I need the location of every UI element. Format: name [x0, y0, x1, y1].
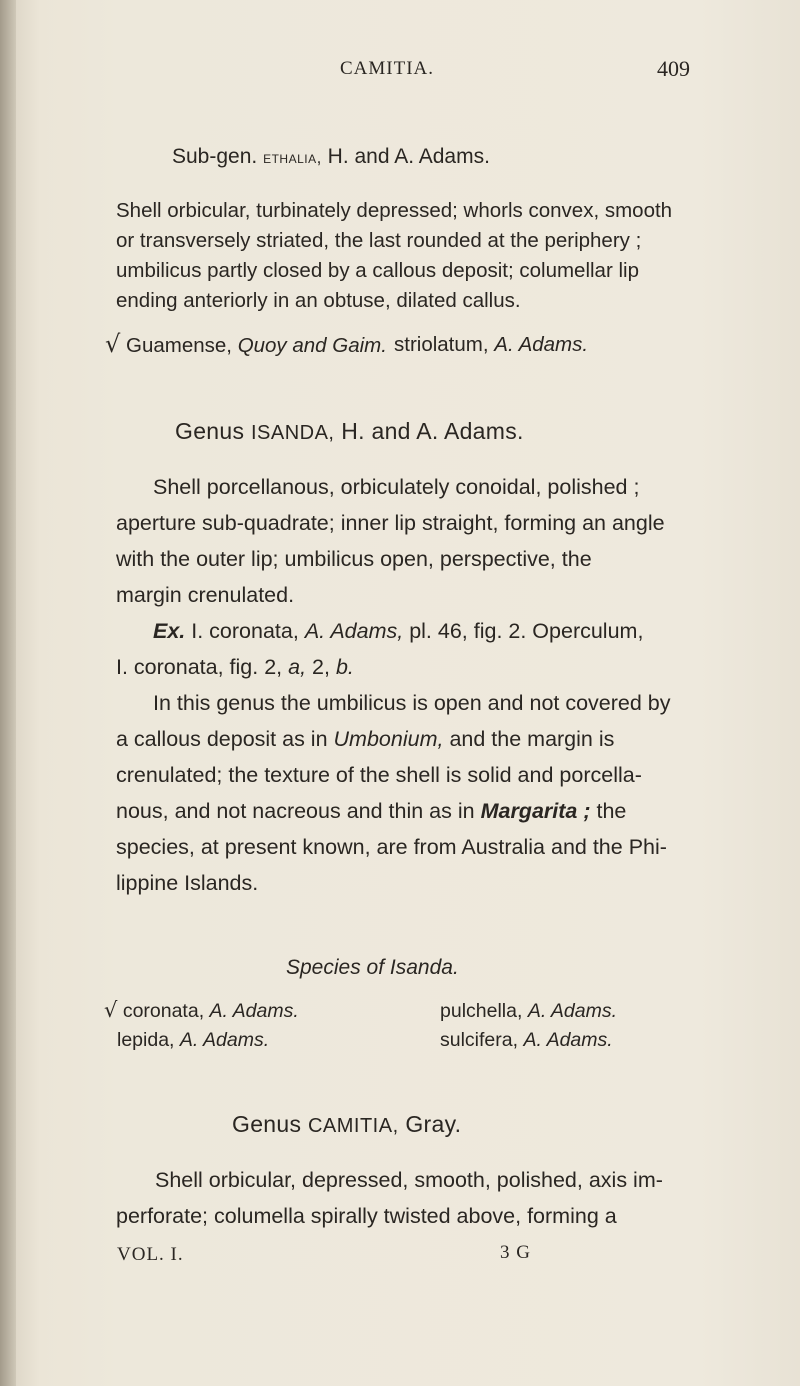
example-text: 2,	[312, 655, 330, 679]
isanda-remark-line: lippine Islands.	[116, 871, 259, 895]
ethalia-desc-line: or transversely striated, the last rounded at the periphery ;	[116, 229, 642, 252]
example-authority: A. Adams,	[304, 619, 404, 643]
camitia-desc-line: perforate; columella spirally twisted above, forming a	[116, 1204, 617, 1228]
example-text: I. coronata,	[191, 619, 299, 643]
genus-prefix: Genus	[175, 418, 245, 444]
isanda-remark-line: species, at present known, are from Australia and the Phi-	[116, 835, 667, 859]
isanda-authority: H. and A. Adams.	[341, 418, 524, 444]
remark-text: and the margin is	[449, 727, 615, 751]
remark-text: the	[596, 799, 627, 823]
camitia-name: CAMITIA,	[307, 1115, 399, 1137]
camitia-desc-line: Shell orbicular, depressed, smooth, polished, axis im-	[155, 1168, 663, 1192]
example-text: pl. 46, fig. 2. Operculum,	[409, 619, 644, 643]
running-header-title: CAMITIA.	[340, 58, 435, 79]
footer-signature: 3 G	[500, 1242, 531, 1263]
isanda-remark-line: crenulated; the texture of the shell is solid and porcella-	[116, 763, 642, 787]
isanda-remark-line	[116, 799, 626, 824]
isanda-desc-line: with the outer lip; umbilicus open, perspective, the	[116, 547, 592, 571]
species-authority: A. Adams.	[523, 1029, 613, 1051]
species-authority: A. Adams.	[494, 333, 589, 356]
remark-genus-ref: Umbonium,	[333, 727, 444, 751]
species-authority: A. Adams.	[527, 1000, 618, 1022]
example-fig-letter: a,	[288, 655, 307, 679]
check-mark-icon: √	[104, 998, 118, 1022]
species-name: striolatum,	[394, 333, 489, 356]
isanda-species-2	[440, 1000, 617, 1023]
species-authority: A. Adams.	[209, 1000, 299, 1022]
isanda-desc-line: Shell porcellanous, orbiculately conoidal, polished ;	[153, 475, 640, 499]
ethalia-species-1	[105, 330, 387, 358]
remark-genus-ref: Margarita ;	[480, 799, 591, 823]
genus-prefix: Genus	[232, 1111, 302, 1137]
species-name: sulcifera,	[440, 1029, 519, 1051]
isanda-example-line-2	[116, 655, 354, 680]
ethalia-authority: H. and A. Adams.	[327, 145, 490, 168]
isanda-remark-line: In this genus the umbilicus is open and not covered by	[153, 691, 671, 715]
isanda-desc-line: aperture sub-quadrate; inner lip straight, forming an angle	[116, 511, 665, 535]
ethalia-name: ethalia,	[263, 148, 322, 167]
ethalia-heading	[172, 145, 490, 169]
species-name: coronata,	[122, 1000, 205, 1022]
isanda-heading	[175, 418, 524, 445]
isanda-desc-line: margin crenulated.	[116, 583, 295, 607]
species-authority: A. Adams.	[179, 1029, 270, 1051]
isanda-name: ISANDA,	[250, 422, 335, 444]
camitia-heading	[232, 1111, 461, 1138]
species-name: Guamense,	[126, 334, 232, 357]
subgen-prefix: Sub-gen.	[172, 145, 258, 168]
species-name: lepida,	[117, 1029, 175, 1051]
ethalia-desc-line: Shell orbicular, turbinately depressed; whorls convex, smooth	[116, 199, 673, 222]
ex-label: Ex.	[153, 619, 186, 643]
isanda-species-4	[440, 1029, 613, 1052]
isanda-species-3	[117, 1029, 269, 1052]
check-mark-icon: √	[105, 330, 121, 358]
page-spine-shadow	[0, 0, 16, 1386]
ethalia-species-2	[394, 333, 588, 357]
remark-text: a callous deposit as in	[116, 727, 328, 751]
isanda-remark-line	[116, 727, 614, 752]
species-authority: Quoy and Gaim.	[237, 334, 387, 357]
species-name: pulchella,	[440, 1000, 523, 1022]
footer-volume: VOL. I.	[117, 1244, 184, 1265]
isanda-example-line-1	[153, 619, 643, 644]
example-text: I. coronata, fig. 2,	[116, 655, 283, 679]
camitia-authority: Gray.	[405, 1111, 462, 1137]
isanda-species-1	[104, 998, 299, 1023]
ethalia-desc-line: ending anteriorly in an obtuse, dilated callus.	[116, 289, 521, 312]
remark-text: nous, and not nacreous and thin as in	[116, 799, 475, 823]
example-fig-letter: b.	[335, 655, 354, 679]
species-of-isanda-title: Species of Isanda.	[286, 956, 459, 979]
page-number: 409	[657, 56, 690, 81]
ethalia-desc-line: umbilicus partly closed by a callous deposit; columellar lip	[116, 259, 639, 282]
